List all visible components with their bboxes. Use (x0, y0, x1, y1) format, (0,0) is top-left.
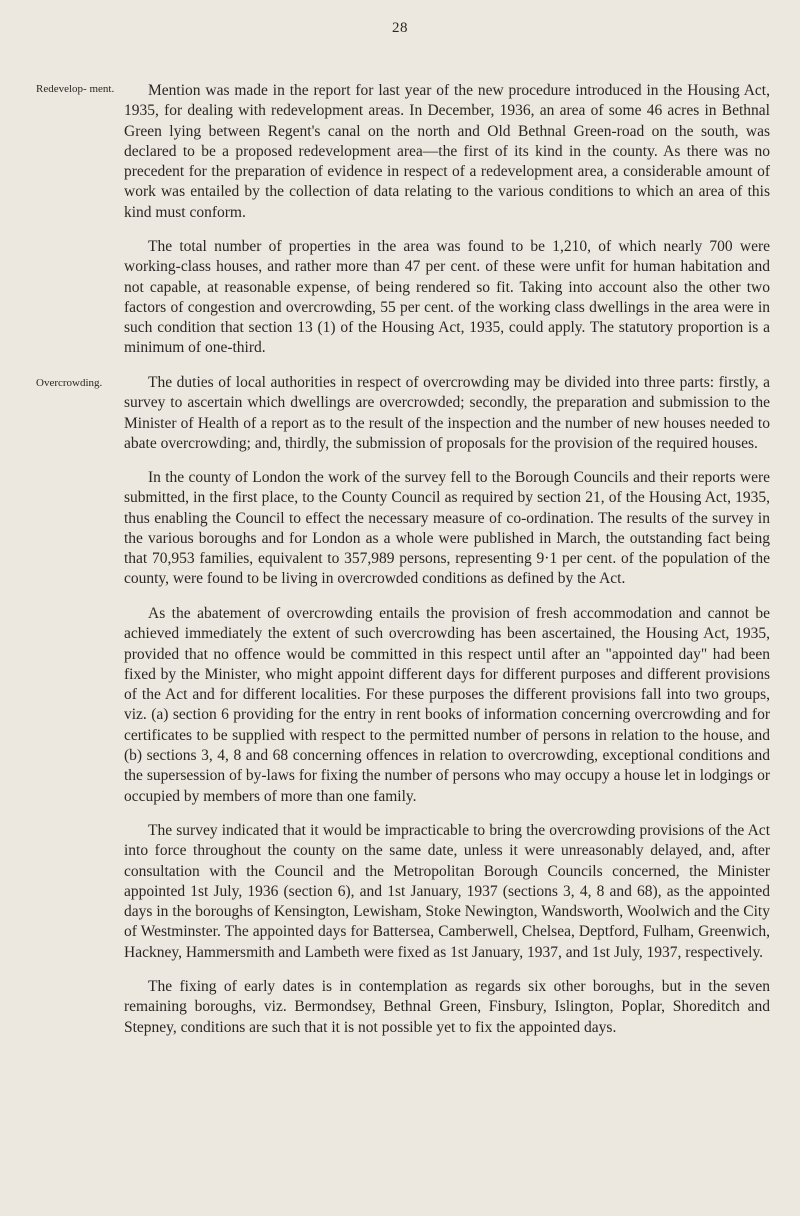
paragraph-abatement: As the abatement of overcrowding entails the provision of fresh accommodation and cannot be achieved immediately the extent of such overcrowding has been ascertained, the Housing Act, 1935, provided that no offence would be committed in this respect until after an "appointed day" had been fixed by the Minister, who might appoint different days for different purposes and different provisions of the Act and for different localities. For these purposes the different provisions fall into two groups, viz. (a) section 6 providing for the entry in rent books of information concerning overcrowding and for certificates to be supplied with respect to the permitted number of persons in relation to the house, and (b) sections 3, 4, 8 and 68 concerning offences in relation to overcrowding, exceptional conditions and the supersession of by-laws for fixing the number of persons who may occupy a house let in lodgings or occupied by members of more than one family. (124, 605, 770, 805)
page-number: 28 (392, 20, 408, 36)
margin-note-overcrowding: Overcrowding. (36, 377, 103, 389)
margin-note-redevelopment: Redevelop- ment. (36, 83, 115, 95)
paragraph-early-dates: The fixing of early dates is in contemplation as regards six other boroughs, but in the seven remaining boroughs, viz. Bermondsey, Bethnal Green, Finsbury, Islington, Poplar, Shoreditch and Stepney, conditions are such that it is not possible yet to fix the appointed days. (124, 978, 770, 1036)
paragraph-appointed-days: The survey indicated that it would be impracticable to bring the overcrowding provisions of the Act into force throughout the county on the same date, unless it were unreasonably delayed, and, after consultation with the Council and the Metropolitan Borough Councils concerned, the Minister appointed 1st July, 1936 (section 6), and 1st January, 1937 (sections 3, 4, 8 and 68), as the appointed days in the boroughs of Kensington, Lewisham, Stoke Newington, Wandsworth, Woolwich and the City of Westminster. The appointed days for Battersea, Camberwell, Chelsea, Deptford, Fulham, Greenwich, Hackney, Hammersmith and Lambeth were fixed as 1st January, 1937, and 1st July, 1937, respectively. (124, 822, 770, 961)
paragraph-redevelopment-intro: Mention was made in the report for last year of the new procedure introduced in the Housing Act, 1935, for dealing with redevelopment areas. In December, 1936, an area of some 46 acres in Bethnal Green lying between Regent's canal on the north and Old Bethnal Green-road on the south, was declared to be a proposed redevelopment area—the first of its kind in the county. As there was no precedent for the preparation of evidence in respect of a redevelopment area, a considerable amount of work was entailed by the collection of data relating to the various conditions to which an area of this kind must conform. (124, 82, 770, 221)
paragraph-properties-total: The total number of properties in the area was found to be 1,210, of which nearly 700 were working-class houses, and rather more than 47 per cent. of these were unfit for human habitation and not capable, at reasonable expense, of being rendered so fit. Taking into account also the other two factors of congestion and overcrowding, 55 per cent. of the working class dwellings in the area were in such condition that section 13 (1) of the Housing Act, 1935, could apply. The statutory proportion is a minimum of one-third. (124, 238, 770, 357)
paragraph-overcrowding-duties: The duties of local authorities in respect of overcrowding may be divided into three parts: firstly, a survey to ascertain which dwellings are overcrowded; secondly, the preparation and submission to the Minister of Health of a report as to the result of the inspection and the number of new houses needed to abate overcrowding; and, thirdly, the submission of proposals for the provision of the required houses. (124, 374, 770, 452)
paragraph-survey-results: In the county of London the work of the survey fell to the Borough Councils and their reports were submitted, in the first place, to the County Council as required by section 21, of the Housing Act, 1935, thus enabling the Council to effect the necessary measure of co-ordination. The results of the survey in the various boroughs and for London as a whole were published in March, the outstanding fact being that 70,953 families, equivalent to 357,989 persons, representing 9·1 per cent. of the population of the county, were found to be living in overcrowded conditions as defined by the Act. (124, 469, 770, 588)
